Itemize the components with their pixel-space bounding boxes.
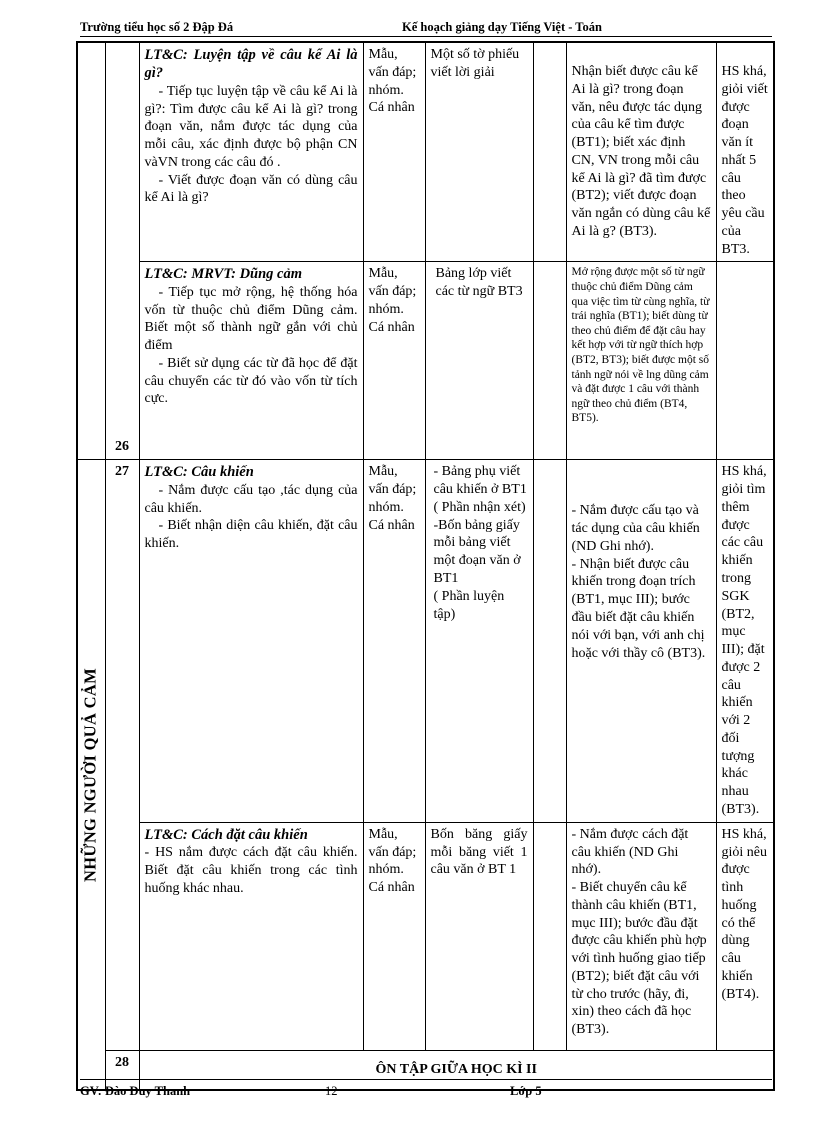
page-number: 12 [325, 1084, 338, 1098]
materials-cell [425, 460, 533, 822]
lesson-title: LT&C: Luyện tập về câu kể Ai là gì? [144, 47, 358, 82]
empty-cell [533, 822, 566, 1050]
notes-cell: HS khá, giỏi tìm thêm được các câu khiến trong SGK (BT2, mục III); đặt được 2 câu khiến với 2 đối tượng khác nhau (BT3). [716, 460, 774, 822]
review-row: ÔN TẬP GIỮA HỌC KÌ II [139, 1050, 774, 1090]
plan-title: Kế hoạch giảng dạy Tiếng Việt - Toán [402, 20, 602, 34]
lesson-title: LT&C: Câu khiến [144, 464, 254, 481]
notes-cell [716, 262, 774, 460]
materials-line: ( Phần nhận xét) [433, 499, 526, 515]
page-header [80, 18, 772, 37]
lesson-content [139, 822, 363, 1050]
lesson-title: LT&C: MRVT: Dũng cảm [144, 266, 303, 283]
materials-cell: Một số tờ phiếu viết lời giải [425, 42, 533, 262]
table-row [77, 822, 774, 1050]
lesson-goal: - Biết nhận diện câu khiến, đặt câu khiến. [144, 518, 358, 552]
lesson-goal: - Biết sử dụng các từ đã học để đặt câu chuyển các từ đó vào vốn từ tích cực. [144, 355, 358, 407]
lesson-goal: - Nắm được cấu tạo ,tác dụng của câu khiến. [144, 482, 358, 516]
objective-item: - Nắm được cách đặt câu khiến (ND Ghi nhớ). [571, 826, 689, 878]
table-row [77, 262, 774, 460]
week-number: 27 [105, 460, 139, 1050]
lesson-goal: - HS nắm được cách đặt câu khiến. Biết đặt câu khiến trong các tình huống khác nhau. [144, 845, 358, 896]
topic-title: NHỮNG NGƯỜI QUẢ CẢM [80, 667, 100, 882]
lesson-content [139, 42, 363, 262]
empty-cell [533, 262, 566, 460]
objective-item: - Nhận biết được câu khiến trong đoạn trích (BT1, mục III); bước đầu biết đặt câu khiến nói với bạn, với anh chị hoặc với thầy cô (BT3). [571, 556, 706, 661]
objectives-cell [566, 460, 716, 822]
objectives-cell [566, 822, 716, 1050]
objective-item: - Nắm được cấu tạo và tác dụng của câu khiến (ND Ghi nhớ). [571, 503, 700, 554]
school-name: Trường tiểu học số 2 Đập Đá [80, 20, 234, 34]
table-row [77, 42, 774, 262]
topic-cell-empty [77, 42, 105, 460]
materials-line: -Bốn bảng giấy mỗi bảng viết một đoạn văn ở BT1 [433, 517, 521, 587]
materials-line: - Bảng phụ viết câu khiến ở BT1 [433, 464, 527, 498]
lesson-content [139, 262, 363, 460]
objectives-cell: Mở rộng được một số từ ngữ thuộc chủ điểm Dũng cảm qua việc tìm từ cùng nghĩa, từ trái nghĩa (BT1); biết dùng từ theo chủ điểm để đặt câu hay kết hợp với từ ngữ thích hợp (BT2, BT3); biết được một số tảnh ngữ nói về lng dũng cảm và đặt được 1 câu với thành ngữ theo chủ điểm (BT4, BT5). [566, 262, 716, 460]
empty-cell [533, 42, 566, 262]
empty-cell [533, 460, 566, 822]
lesson-content [139, 460, 363, 822]
lesson-goal: - Tiếp tục mở rộng, hệ thống hóa vốn từ thuộc chủ điểm Dũng cảm. Biết một số thành ngữ gắn với chủ điểm [144, 284, 358, 354]
objectives-cell: Nhận biết được câu kể Ai là gì? trong đoạn văn, nêu được tác dụng của câu kể tìm được (BT1); biết xác định CN, VN trong mỗi câu kể Ai là gì? đã tìm được (BT2); viết được đoạn văn ngắn có dùng câu kể Ai là g? (BT3). [566, 42, 716, 262]
objective-item: - Biết chuyển câu kể thành câu khiến (BT1, mục III); bước đầu đặt được câu khiến phù hợp với tình huống giao tiếp (BT2); biết đặt câu với từ cho trước (hãy, đi, xin) theo cách đã học (BT3). [571, 880, 707, 1038]
week-number: 26 [105, 42, 139, 460]
lesson-goal: - Tiếp tục luyện tập về câu kể Ai là gì?: Tìm được câu kể Ai là gì? trong đoạn văn, nắm được tác dụng của mỗi câu, xác định được bộ phận CN vàVN trong các câu đó . [144, 83, 358, 170]
class-label: Lớp 5 [510, 1084, 542, 1098]
notes-cell: HS khá, giỏi nêu được tình huống có thể dùng câu khiến (BT4). [716, 822, 774, 1050]
lesson-title: LT&C: Cách đặt câu khiến [144, 826, 308, 843]
page-footer [80, 1079, 772, 1098]
lesson-plan-table [76, 41, 775, 1091]
method-cell: Mẫu, vấn đáp; nhóm. Cá nhân [363, 262, 425, 460]
method-cell: Mẫu, vấn đáp; nhóm. Cá nhân [363, 460, 425, 822]
materials-cell: Bốn băng giấy mỗi băng viết 1 câu văn ở BT 1 [425, 822, 533, 1050]
topic-cell [77, 460, 105, 1090]
materials-cell: Bảng lớp viết các từ ngữ BT3 [425, 262, 533, 460]
week-number: 28 [105, 1050, 139, 1090]
teacher-name: GV: Đào Duy Thanh [80, 1084, 191, 1098]
notes-cell: HS khá, giỏi viết được đoạn văn ít nhất 5 câu theo yêu cầu của BT3. [716, 42, 774, 262]
materials-line: ( Phần luyện tập) [433, 588, 505, 622]
lesson-goal: - Viết được đoạn văn có dùng câu kể Ai là gì? [144, 172, 358, 206]
method-cell: Mẫu, vấn đáp; nhóm. Cá nhân [363, 42, 425, 262]
method-cell: Mẫu, vấn đáp; nhóm. Cá nhân [363, 822, 425, 1050]
table-row [77, 460, 774, 822]
